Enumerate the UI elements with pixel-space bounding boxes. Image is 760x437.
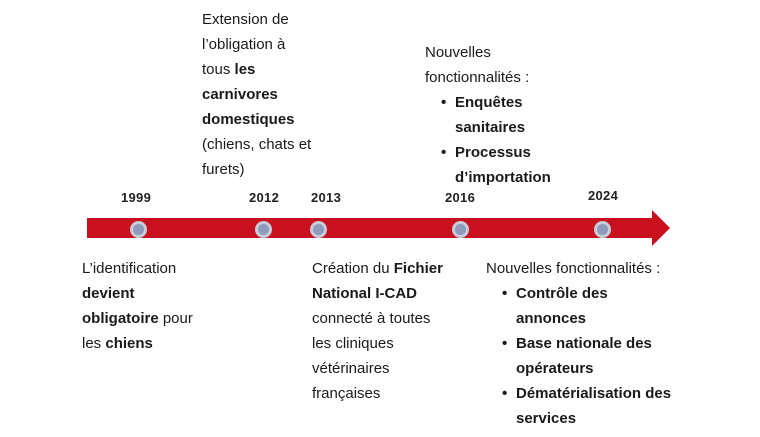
event-2024-item: • Contrôle des annonces xyxy=(486,281,696,331)
event-1999-highlight: devient obligatoire xyxy=(82,285,159,327)
timeline-dot-2016 xyxy=(452,221,469,238)
event-2016-item: • Processus d’importation xyxy=(425,140,585,190)
timeline-arrow-head xyxy=(652,210,670,246)
event-2013-intro: Création du xyxy=(312,260,390,277)
event-2016-intro: Nouvelles fonctionnalités : xyxy=(425,44,530,86)
event-2024-intro: Nouvelles fonctionnalités : xyxy=(486,260,661,277)
event-2012-intro: Extension de l’obligation à tous xyxy=(202,11,289,78)
year-label-2013: 2013 xyxy=(311,190,342,205)
timeline-arrow-shaft xyxy=(87,218,654,238)
event-2013-highlight: Fichier National I-CAD xyxy=(312,260,443,302)
event-1999-detail: pour les xyxy=(82,310,193,352)
event-1999-intro: L’identification xyxy=(82,260,177,277)
year-label-2016: 2016 xyxy=(445,190,476,205)
year-label-2012: 2012 xyxy=(249,190,280,205)
timeline-dot-2024 xyxy=(594,221,611,238)
event-2012-detail: (chiens, chats et furets) xyxy=(202,136,312,178)
year-label-2024: 2024 xyxy=(588,188,619,203)
event-1999-text xyxy=(82,256,207,356)
event-2024-list xyxy=(486,281,696,431)
event-2024-item: • Dématérialisation des services xyxy=(486,381,696,431)
year-label-1999: 1999 xyxy=(121,190,152,205)
timeline-dot-2013 xyxy=(310,221,327,238)
timeline-dot-2012 xyxy=(255,221,272,238)
event-2016-text xyxy=(425,40,585,190)
event-1999-highlight-2: chiens xyxy=(105,335,153,352)
event-2012-highlight: les carnivores domestiques xyxy=(202,61,295,128)
event-2013-detail: connecté à toutes les cliniques vétérinaires françaises xyxy=(312,310,431,402)
event-2013-text xyxy=(312,256,447,406)
event-2016-list xyxy=(425,90,585,190)
event-2024-text xyxy=(486,256,696,431)
event-2024-item: • Base nationale des opérateurs xyxy=(486,331,696,381)
timeline-dot-1999 xyxy=(130,221,147,238)
event-2016-item: • Enquêtes sanitaires xyxy=(425,90,585,140)
event-2012-text xyxy=(202,7,317,182)
